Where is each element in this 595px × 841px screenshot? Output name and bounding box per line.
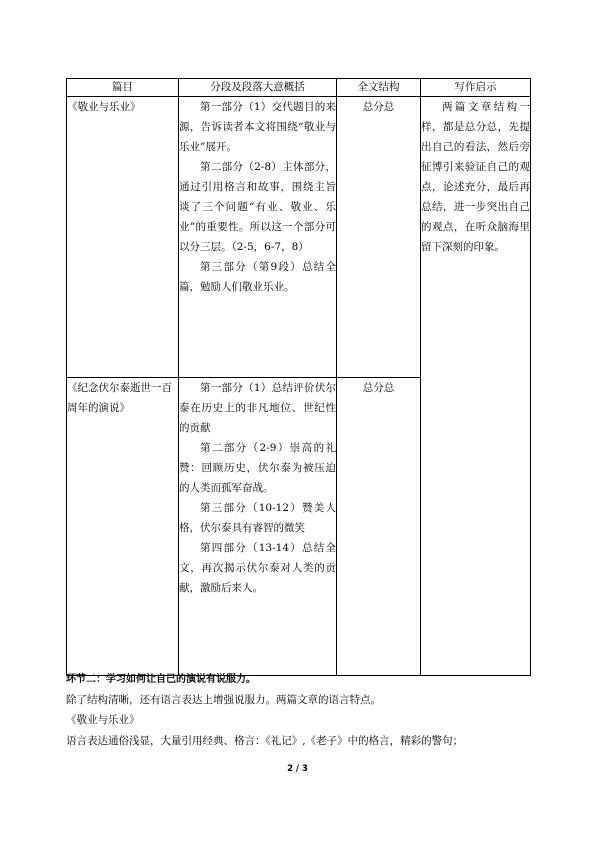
row-structure: 总分总 bbox=[337, 97, 421, 378]
section-paragraph: 《敬业与乐业》 bbox=[66, 714, 140, 726]
part-paragraph: 第三部分（第9段）总结全篇，勉励人们敬业乐业。 bbox=[179, 261, 336, 293]
header-inspiration: 写作启示 bbox=[421, 79, 531, 97]
inspiration-cell bbox=[421, 97, 531, 676]
header-title: 篇目 bbox=[67, 79, 179, 97]
summary-table bbox=[66, 78, 531, 676]
table-header-row bbox=[67, 79, 531, 97]
part-paragraph: 第二部分（2-8）主体部分，通过引用格言和故事，围绕主旨谈了三个问题“有业、敬业、乐业”的重要性。所以这一个部分可以分三层。（2-5，6-7，8） bbox=[179, 161, 336, 253]
part-paragraph: 第三部分（10-12）赞美人格，伏尔泰具有睿智的微笑 bbox=[179, 502, 336, 534]
row-title: 《纪念伏尔泰逝世一百周年的演说》 bbox=[67, 378, 179, 676]
inspiration-text: 两篇文章结构一样，都是总分总，先提出自己的看法，然后旁征博引来验证自己的观点，论述充分，最后再总结，进一步突出自己的观点，在听众脑海里留下深刻的印象。 bbox=[421, 101, 530, 253]
row-title: 《敬业与乐业》 bbox=[67, 97, 179, 378]
table-row bbox=[67, 97, 531, 378]
header-structure: 全文结构 bbox=[337, 79, 421, 97]
part-paragraph: 第一部分（1）交代题目的来源，告诉读者本文将围绕“敬业与乐业”展开。 bbox=[179, 101, 336, 153]
row-parts bbox=[179, 97, 337, 378]
part-paragraph: 第一部分（1）总结评价伏尔泰在历史上的非凡地位、世纪性的贡献 bbox=[179, 382, 336, 434]
section-title: 环节二：学习如何让自己的演说有说服力。 bbox=[66, 674, 256, 685]
part-paragraph: 第四部分（13-14）总结全文，再次揭示伏尔泰对人类的贡献，激励后来人。 bbox=[179, 542, 336, 594]
section-paragraph: 语言表达通俗浅显，大量引用经典、格言：《礼记》,《老子》中的格言，精彩的警句； bbox=[66, 735, 464, 747]
page-number: 2 / 3 bbox=[287, 764, 308, 774]
row-structure: 总分总 bbox=[337, 378, 421, 676]
section-paragraph: 除了结构清晰，还有语言表达上增强说服力。两篇文章的语言特点。 bbox=[66, 694, 381, 706]
header-parts: 分段及段落大意概括 bbox=[179, 79, 337, 97]
row-parts bbox=[179, 378, 337, 676]
part-paragraph: 第二部分（2-9）崇高的礼赞：回顾历史，伏尔泰为被压迫的人类而孤军奋战。 bbox=[179, 442, 336, 494]
